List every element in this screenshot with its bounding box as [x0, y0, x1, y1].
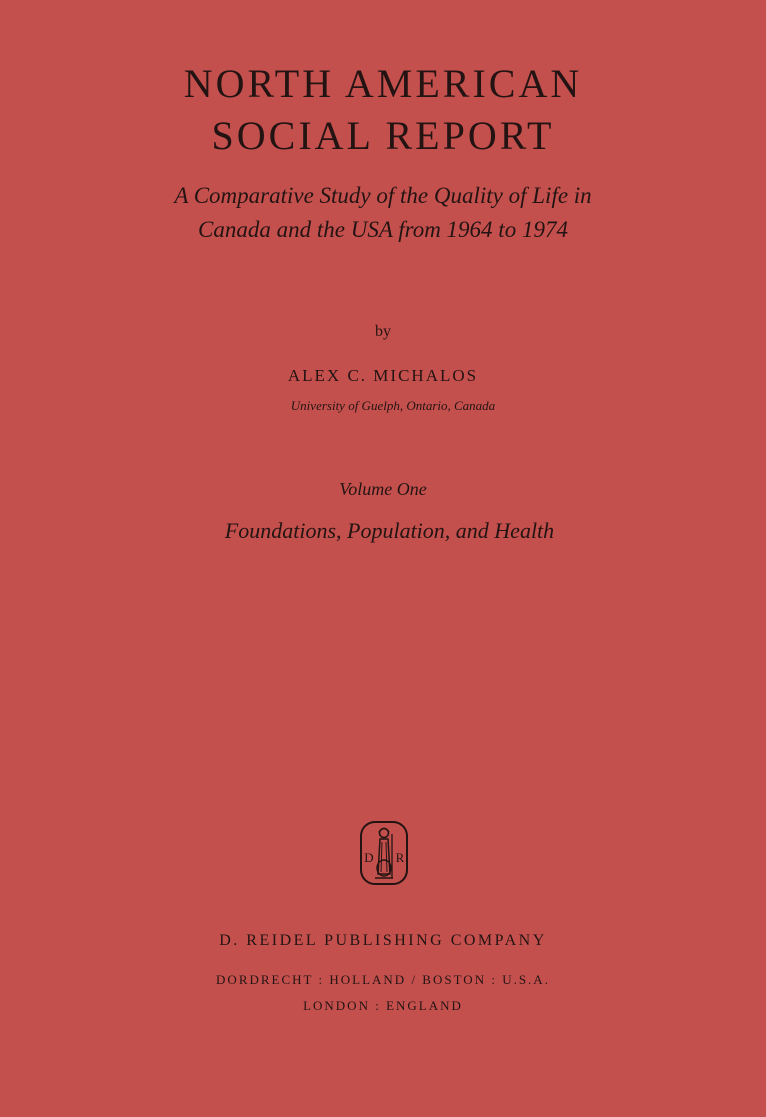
author-affiliation: University of Guelph, Ontario, Canada — [290, 398, 496, 413]
by-label: by — [375, 323, 391, 340]
author-name: ALEX C. MICHALOS — [287, 366, 479, 385]
logo-figure-body — [378, 839, 390, 874]
publisher-name: D. REIDEL PUBLISHING COMPANY — [219, 932, 547, 949]
logo-letter-r: R — [395, 850, 405, 865]
subtitle-line-2: Canada and the USA from 1964 to 1974 — [198, 217, 568, 242]
subtitle-line-1: A Comparative Study of the Quality of Life in — [174, 183, 592, 208]
title-line-2: SOCIAL REPORT — [211, 113, 555, 158]
volume-title: Foundations, Population, and Health — [224, 518, 555, 543]
publisher-place-line-1: DORDRECHT : HOLLAND / BOSTON : U.S.A. — [216, 972, 550, 987]
publisher-logo — [359, 820, 409, 886]
publisher-place-line-2: LONDON : ENGLAND — [303, 998, 463, 1013]
logo-letter-d: D — [364, 850, 374, 865]
volume-number: Volume One — [339, 479, 427, 499]
title-line-1: NORTH AMERICAN — [183, 61, 583, 106]
